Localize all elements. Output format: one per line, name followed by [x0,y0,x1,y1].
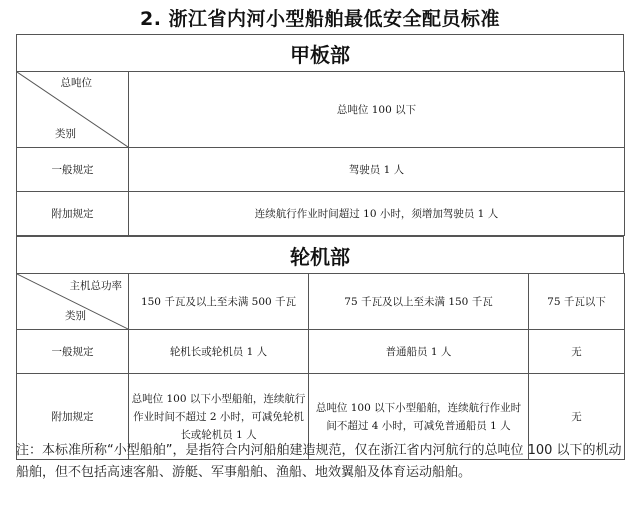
engine-header-cell [17,274,129,330]
header-tonnage-label: 总吨位 [60,77,92,89]
deck-general-label: 一般规定 [17,148,129,192]
deck-header-cell [17,72,129,148]
engine-general-value: 普通船员 1 人 [309,330,529,374]
engine-column-header: 150 千瓦及以上至未满 500 千瓦 [129,274,309,330]
engine-section-heading: 轮机部 [16,236,624,273]
deck-additional-value: 连续航行作业时间超过 10 小时，须增加驾驶员 1 人 [129,192,625,236]
engine-general-value: 无 [529,330,625,374]
header-category-label: 类别 [65,310,86,322]
engine-column-header: 75 千瓦以下 [529,274,625,330]
deck-additional-label: 附加规定 [17,192,129,236]
staffing-table [16,34,624,460]
engine-additional-label: 附加规定 [17,374,129,460]
engine-additional-value: 总吨位 100 以下小型船舶，连续航行作业时间不超过 2 小时，可减免轮机长或轮机员 1 人 [129,374,309,460]
engine-general-value: 轮机长或轮机员 1 人 [129,330,309,374]
engine-additional-value: 总吨位 100 以下小型船舶，连续航行作业时间不超过 4 小时，可减免普通船员 1 人 [309,374,529,460]
engine-table [16,273,625,460]
page-title: 2. 浙江省内河小型船舶最低安全配员标准 [139,8,501,30]
engine-general-label: 一般规定 [17,330,129,374]
footnote: 注：本标准所称“小型船舶”，是指符合内河船舶建造规范，仅在浙江省内河航行的总吨位 100 以下的机动船舶，但不包括高速客船、游艇、军事船舶、渔船、地效翼船及体育运动船舶。 [16,443,622,480]
header-power-label: 主机总功率 [69,280,122,292]
engine-column-header: 75 千瓦及以上至未满 150 千瓦 [309,274,529,330]
engine-additional-value: 无 [529,374,625,460]
header-category-label: 类别 [55,128,76,140]
deck-general-value: 驾驶员 1 人 [129,148,625,192]
deck-section-heading: 甲板部 [16,34,624,71]
deck-table [16,71,625,236]
deck-tonnage-cell: 总吨位 100 以下 [129,72,625,148]
